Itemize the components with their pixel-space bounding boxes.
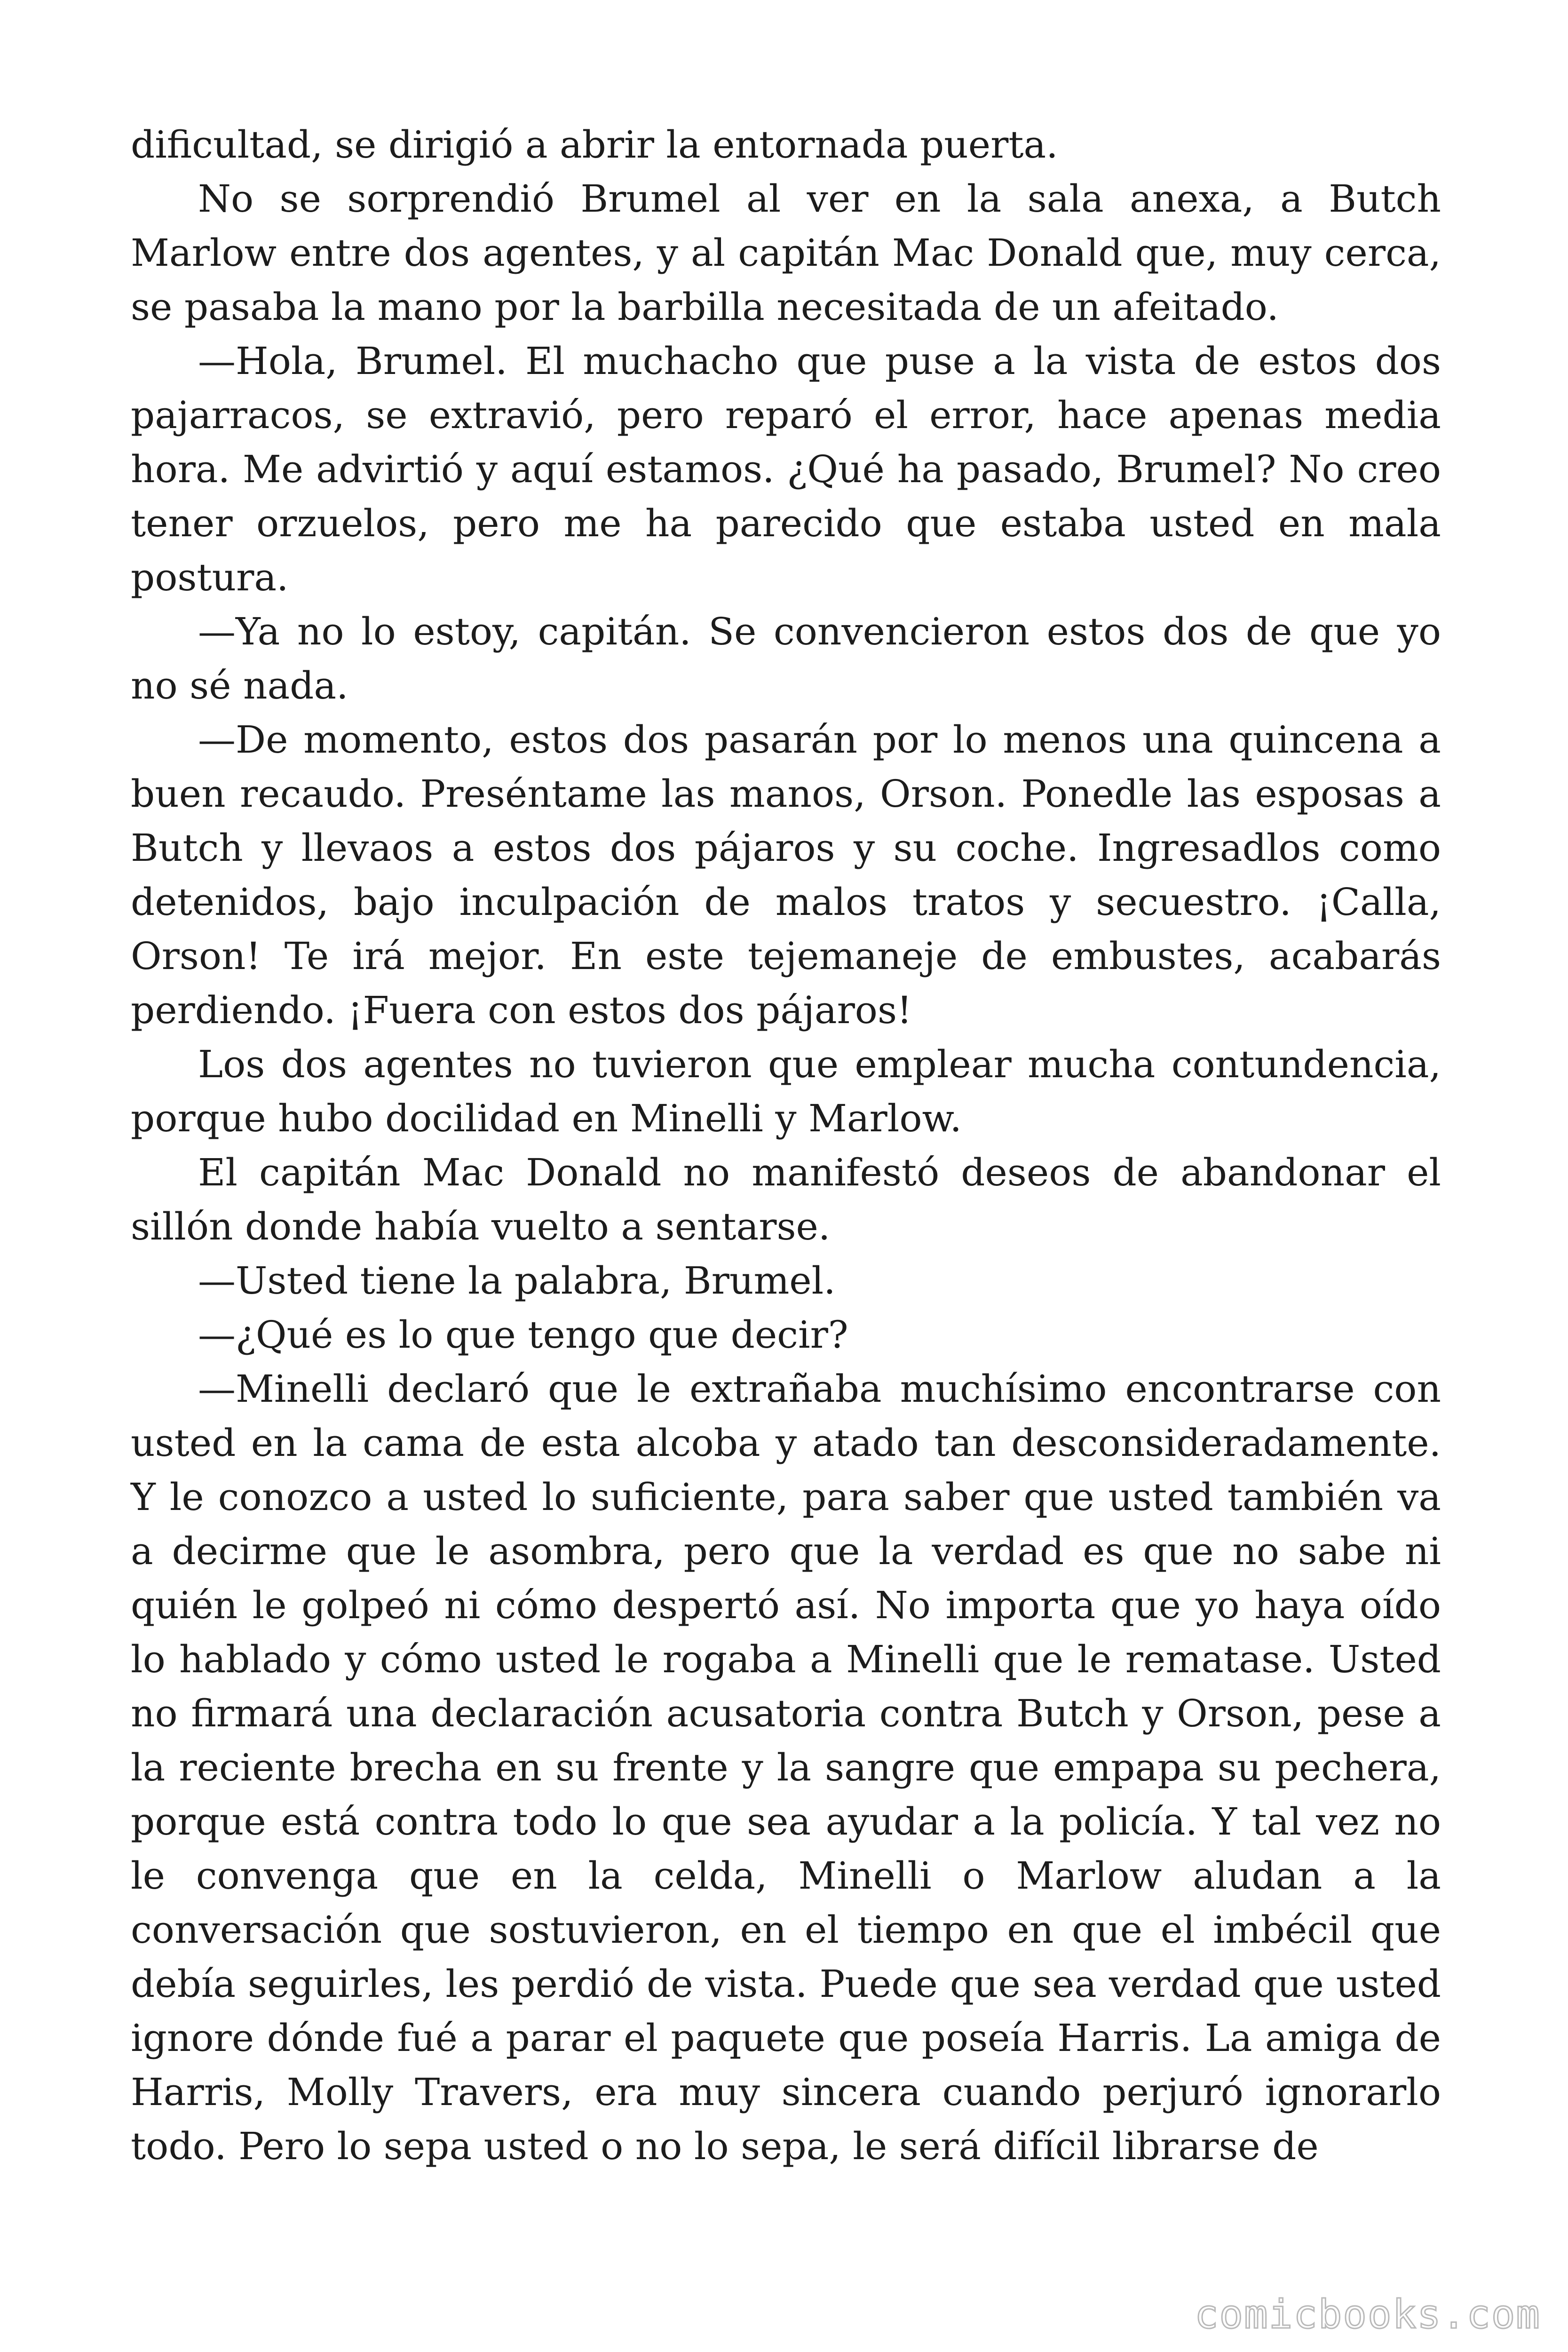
document-body bbox=[131, 118, 1441, 2173]
watermark: comicbooks.com bbox=[1194, 2291, 1541, 2337]
paragraph-dialogue: —Usted tiene la palabra, Brumel. bbox=[198, 1259, 836, 1303]
paragraph: Los dos agentes no tuvieron que emplear mucha contundencia, porque hubo docilidad en Minelli y Marlow. bbox=[131, 1042, 1441, 1140]
paragraph: El capitán Mac Donald no manifestó deseos de abandonar el sillón donde había vuelto a sentarse. bbox=[131, 1151, 1441, 1248]
paragraph-dialogue: —De momento, estos dos pasarán por lo menos una quincena a buen recaudo. Preséntame las manos, Orson. Ponedle las esposas a Butch y llevaos a estos dos pájaros y su coche. Ingresadlos como detenidos, bajo inculpación de malos tratos y secuestro. ¡Calla, Orson! Te irá mejor. En este tejemaneje de embustes, acabarás perdiendo. ¡Fuera con estos dos pájaros! bbox=[131, 718, 1441, 1032]
paragraph-dialogue: —Ya no lo estoy, capitán. Se convencieron estos dos de que yo no sé nada. bbox=[131, 610, 1441, 707]
paragraph-continuation: dificultad, se dirigió a abrir la entornada puerta. bbox=[131, 123, 1058, 167]
paragraph-dialogue: —Hola, Brumel. El muchacho que puse a la vista de estos dos pajarracos, se extravió, pero reparó el error, hace apenas media hora. Me advirtió y aquí estamos. ¿Qué ha pasado, Brumel? No creo tener orzuelos, pero me ha parecido que estaba usted en mala postura. bbox=[131, 339, 1441, 599]
paragraph: No se sorprendió Brumel al ver en la sala anexa, a Butch Marlow entre dos agentes, y al capitán Mac Donald que, muy cerca, se pasaba la mano por la barbilla necesitada de un afeitado. bbox=[131, 177, 1441, 329]
paragraph-dialogue: —¿Qué es lo que tengo que decir? bbox=[198, 1313, 848, 1357]
paragraph-dialogue: —Minelli declaró que le extrañaba muchísimo encontrarse con usted en la cama de esta alcoba y atado tan desconsideradamente. Y le conozco a usted lo suficiente, para saber que usted también va a decirme que le asombra, pero que la verdad es que no sabe ni quién le golpeó ni cómo despertó así. No importa que yo haya oído lo hablado y cómo usted le rogaba a Minelli que le rematase. Usted no firmará una declaración acusatoria contra Butch y Orson, pese a la reciente brecha en su frente y la sangre que empapa su pechera, porque está contra todo lo que sea ayudar a la policía. Y tal vez no le convenga que en la celda, Minelli o Marlow aludan a la conversación que sostuvieron, en el tiempo en que el imbécil que debía seguirles, les perdió de vista. Puede que sea verdad que usted ignore dónde fué a parar el paquete que poseía Harris. La amiga de Harris, Molly Travers, era muy sincera cuando perjuró ignorarlo todo. Pero lo sepa usted o no lo sepa, le será difícil librarse de bbox=[131, 1367, 1441, 2168]
